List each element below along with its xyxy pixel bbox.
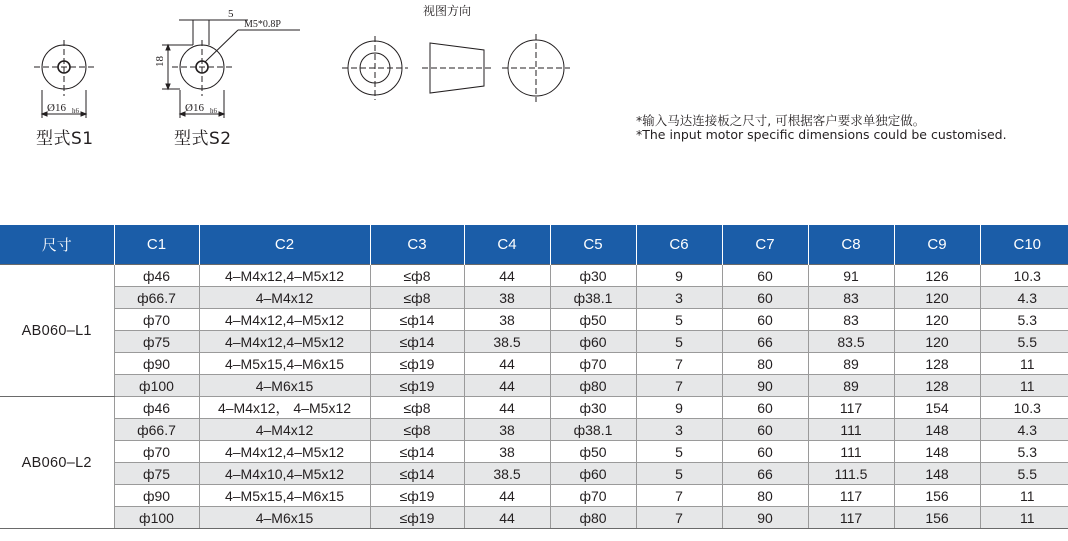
cell-c10: 11	[980, 485, 1068, 507]
table-header-row	[0, 225, 1068, 265]
cell-c9: 120	[894, 287, 980, 309]
header-c4: C4	[464, 225, 550, 265]
table-row	[0, 397, 1068, 419]
cell-c7: 80	[722, 353, 808, 375]
cell-c4: 38	[464, 287, 550, 309]
cell-c6: 5	[636, 441, 722, 463]
cell-c6: 7	[636, 353, 722, 375]
cell-c8: 91	[808, 265, 894, 287]
cell-c1: ф90	[114, 485, 199, 507]
cell-c7: 60	[722, 419, 808, 441]
cell-c3: ≤ф19	[370, 485, 464, 507]
cell-c4: 44	[464, 485, 550, 507]
cell-c6: 3	[636, 287, 722, 309]
s1-tolerance-text: h6	[72, 107, 79, 115]
cell-c8: 117	[808, 507, 894, 529]
cell-c8: 83.5	[808, 331, 894, 353]
cell-c9: 156	[894, 485, 980, 507]
table-row	[0, 265, 1068, 287]
cell-c8: 111.5	[808, 463, 894, 485]
cell-c2: 4–M4x12,4–M5x12	[199, 309, 370, 331]
cell-c5: ф80	[550, 507, 636, 529]
cell-c8: 117	[808, 485, 894, 507]
cell-c8: 89	[808, 353, 894, 375]
cell-c2: 4–M6x15	[199, 375, 370, 397]
cell-c3: ≤ф8	[370, 265, 464, 287]
cell-c2: 4–M5x15,4–M6x15	[199, 353, 370, 375]
cell-c7: 60	[722, 265, 808, 287]
view-direction-title: 视图方向	[423, 4, 472, 18]
cell-c10: 5.3	[980, 441, 1068, 463]
cell-c5: ф50	[550, 441, 636, 463]
header-c5: C5	[550, 225, 636, 265]
header-c2: C2	[199, 225, 370, 265]
header-size: 尺寸	[0, 225, 114, 265]
table-row	[0, 375, 1068, 397]
cell-c1: ф70	[114, 309, 199, 331]
cell-c9: 148	[894, 463, 980, 485]
s2-drawing	[162, 20, 300, 118]
cell-c6: 5	[636, 309, 722, 331]
cell-c9: 120	[894, 309, 980, 331]
s2-tolerance-text: h6	[210, 107, 217, 115]
cell-c7: 60	[722, 309, 808, 331]
s2-width-dim: 5	[228, 8, 234, 20]
cell-c7: 66	[722, 331, 808, 353]
cell-c5: ф30	[550, 397, 636, 419]
cell-c9: 120	[894, 331, 980, 353]
cell-c8: 83	[808, 287, 894, 309]
header-c10: C10	[980, 225, 1068, 265]
cell-c4: 38	[464, 309, 550, 331]
cell-c7: 60	[722, 441, 808, 463]
cell-c1: ф66.7	[114, 287, 199, 309]
cell-c2: 4–M4x12	[199, 287, 370, 309]
cell-c5: ф30	[550, 265, 636, 287]
cell-c5: ф80	[550, 375, 636, 397]
cell-c10: 5.5	[980, 331, 1068, 353]
cell-c5: ф70	[550, 485, 636, 507]
cell-c10: 10.3	[980, 397, 1068, 419]
cell-c2: 4–M4x12	[199, 419, 370, 441]
table-row	[0, 287, 1068, 309]
cell-c7: 60	[722, 397, 808, 419]
cell-c7: 90	[722, 507, 808, 529]
cell-c1: ф75	[114, 463, 199, 485]
cell-c6: 5	[636, 331, 722, 353]
header-c6: C6	[636, 225, 722, 265]
header-c9: C9	[894, 225, 980, 265]
cell-c3: ≤ф14	[370, 331, 464, 353]
table-body	[0, 265, 1068, 529]
cell-c6: 9	[636, 265, 722, 287]
cell-c5: ф60	[550, 463, 636, 485]
cell-c10: 4.3	[980, 287, 1068, 309]
cell-c8: 117	[808, 397, 894, 419]
table-row	[0, 463, 1068, 485]
s2-height-dim: 18	[154, 56, 166, 67]
cell-c9: 128	[894, 353, 980, 375]
cell-c9: 128	[894, 375, 980, 397]
cell-c1: ф75	[114, 331, 199, 353]
cell-c3: ≤ф14	[370, 309, 464, 331]
cell-c5: ф70	[550, 353, 636, 375]
s2-thread-text: M5*0.8P	[244, 19, 281, 30]
cell-c9: 126	[894, 265, 980, 287]
cell-c2: 4–M4x12,4–M5x12	[199, 331, 370, 353]
note-en: *The input motor specific dimensions could be customised.	[636, 127, 1007, 142]
cell-c1: ф46	[114, 397, 199, 419]
cell-c6: 3	[636, 419, 722, 441]
cell-c3: ≤ф8	[370, 287, 464, 309]
cell-c2: 4–M6x15	[199, 507, 370, 529]
cell-c10: 11	[980, 353, 1068, 375]
model-cell: AB060–L2	[0, 397, 114, 529]
cell-c4: 44	[464, 265, 550, 287]
cell-c4: 44	[464, 397, 550, 419]
cell-c6: 5	[636, 463, 722, 485]
cell-c6: 7	[636, 507, 722, 529]
cell-c9: 148	[894, 441, 980, 463]
cell-c3: ≤ф19	[370, 375, 464, 397]
cell-c6: 7	[636, 375, 722, 397]
note-zh: *输入马达连接板之尺寸, 可根据客户要求单独定做。	[636, 113, 926, 128]
cell-c3: ≤ф14	[370, 441, 464, 463]
s2-label: 型式S2	[174, 129, 232, 149]
cell-c4: 38	[464, 419, 550, 441]
cell-c5: ф38.1	[550, 419, 636, 441]
view-direction-drawing	[342, 34, 570, 102]
cell-c2: 4–M4x12,4–M5x12	[199, 265, 370, 287]
cell-c1: ф100	[114, 507, 199, 529]
cell-c6: 9	[636, 397, 722, 419]
table-row	[0, 331, 1068, 353]
cell-c3: ≤ф8	[370, 397, 464, 419]
header-c3: C3	[370, 225, 464, 265]
cell-c1: ф66.7	[114, 419, 199, 441]
s1-diameter-text: Ø16	[47, 102, 66, 114]
table-row	[0, 419, 1068, 441]
cell-c8: 83	[808, 309, 894, 331]
cell-c10: 11	[980, 375, 1068, 397]
cell-c7: 66	[722, 463, 808, 485]
cell-c2: 4–M4x10,4–M5x12	[199, 463, 370, 485]
cell-c1: ф100	[114, 375, 199, 397]
cell-c4: 38.5	[464, 331, 550, 353]
cell-c10: 4.3	[980, 419, 1068, 441]
cell-c2: 4–M4x12， 4–M5x12	[199, 397, 370, 419]
header-c1: C1	[114, 225, 199, 265]
cell-c3: ≤ф8	[370, 419, 464, 441]
cell-c4: 44	[464, 507, 550, 529]
cell-c8: 89	[808, 375, 894, 397]
cell-c6: 7	[636, 485, 722, 507]
cell-c3: ≤ф14	[370, 463, 464, 485]
cell-c3: ≤ф19	[370, 353, 464, 375]
cell-c4: 38	[464, 441, 550, 463]
cell-c10: 5.5	[980, 463, 1068, 485]
cell-c8: 111	[808, 419, 894, 441]
cell-c1: ф90	[114, 353, 199, 375]
model-cell: AB060–L1	[0, 265, 114, 397]
cell-c2: 4–M5x15,4–M6x15	[199, 485, 370, 507]
table-row	[0, 507, 1068, 529]
table-row	[0, 441, 1068, 463]
cell-c2: 4–M4x12,4–M5x12	[199, 441, 370, 463]
cell-c9: 154	[894, 397, 980, 419]
cell-c9: 148	[894, 419, 980, 441]
cell-c5: ф60	[550, 331, 636, 353]
cell-c7: 60	[722, 287, 808, 309]
cell-c4: 44	[464, 375, 550, 397]
s1-label: 型式S1	[36, 129, 94, 149]
cell-c1: ф46	[114, 265, 199, 287]
header-c8: C8	[808, 225, 894, 265]
table-row	[0, 353, 1068, 375]
cell-c7: 80	[722, 485, 808, 507]
cell-c5: ф38.1	[550, 287, 636, 309]
cell-c5: ф50	[550, 309, 636, 331]
cell-c10: 11	[980, 507, 1068, 529]
cell-c3: ≤ф19	[370, 507, 464, 529]
header-c7: C7	[722, 225, 808, 265]
cell-c7: 90	[722, 375, 808, 397]
cell-c4: 44	[464, 353, 550, 375]
s2-diameter-text: Ø16	[185, 102, 204, 114]
table-row	[0, 309, 1068, 331]
dimension-table	[0, 225, 1068, 529]
customisation-note	[636, 114, 1007, 142]
cell-c10: 5.3	[980, 309, 1068, 331]
cell-c10: 10.3	[980, 265, 1068, 287]
cell-c1: ф70	[114, 441, 199, 463]
table-row	[0, 485, 1068, 507]
cell-c8: 111	[808, 441, 894, 463]
cell-c9: 156	[894, 507, 980, 529]
cell-c4: 38.5	[464, 463, 550, 485]
